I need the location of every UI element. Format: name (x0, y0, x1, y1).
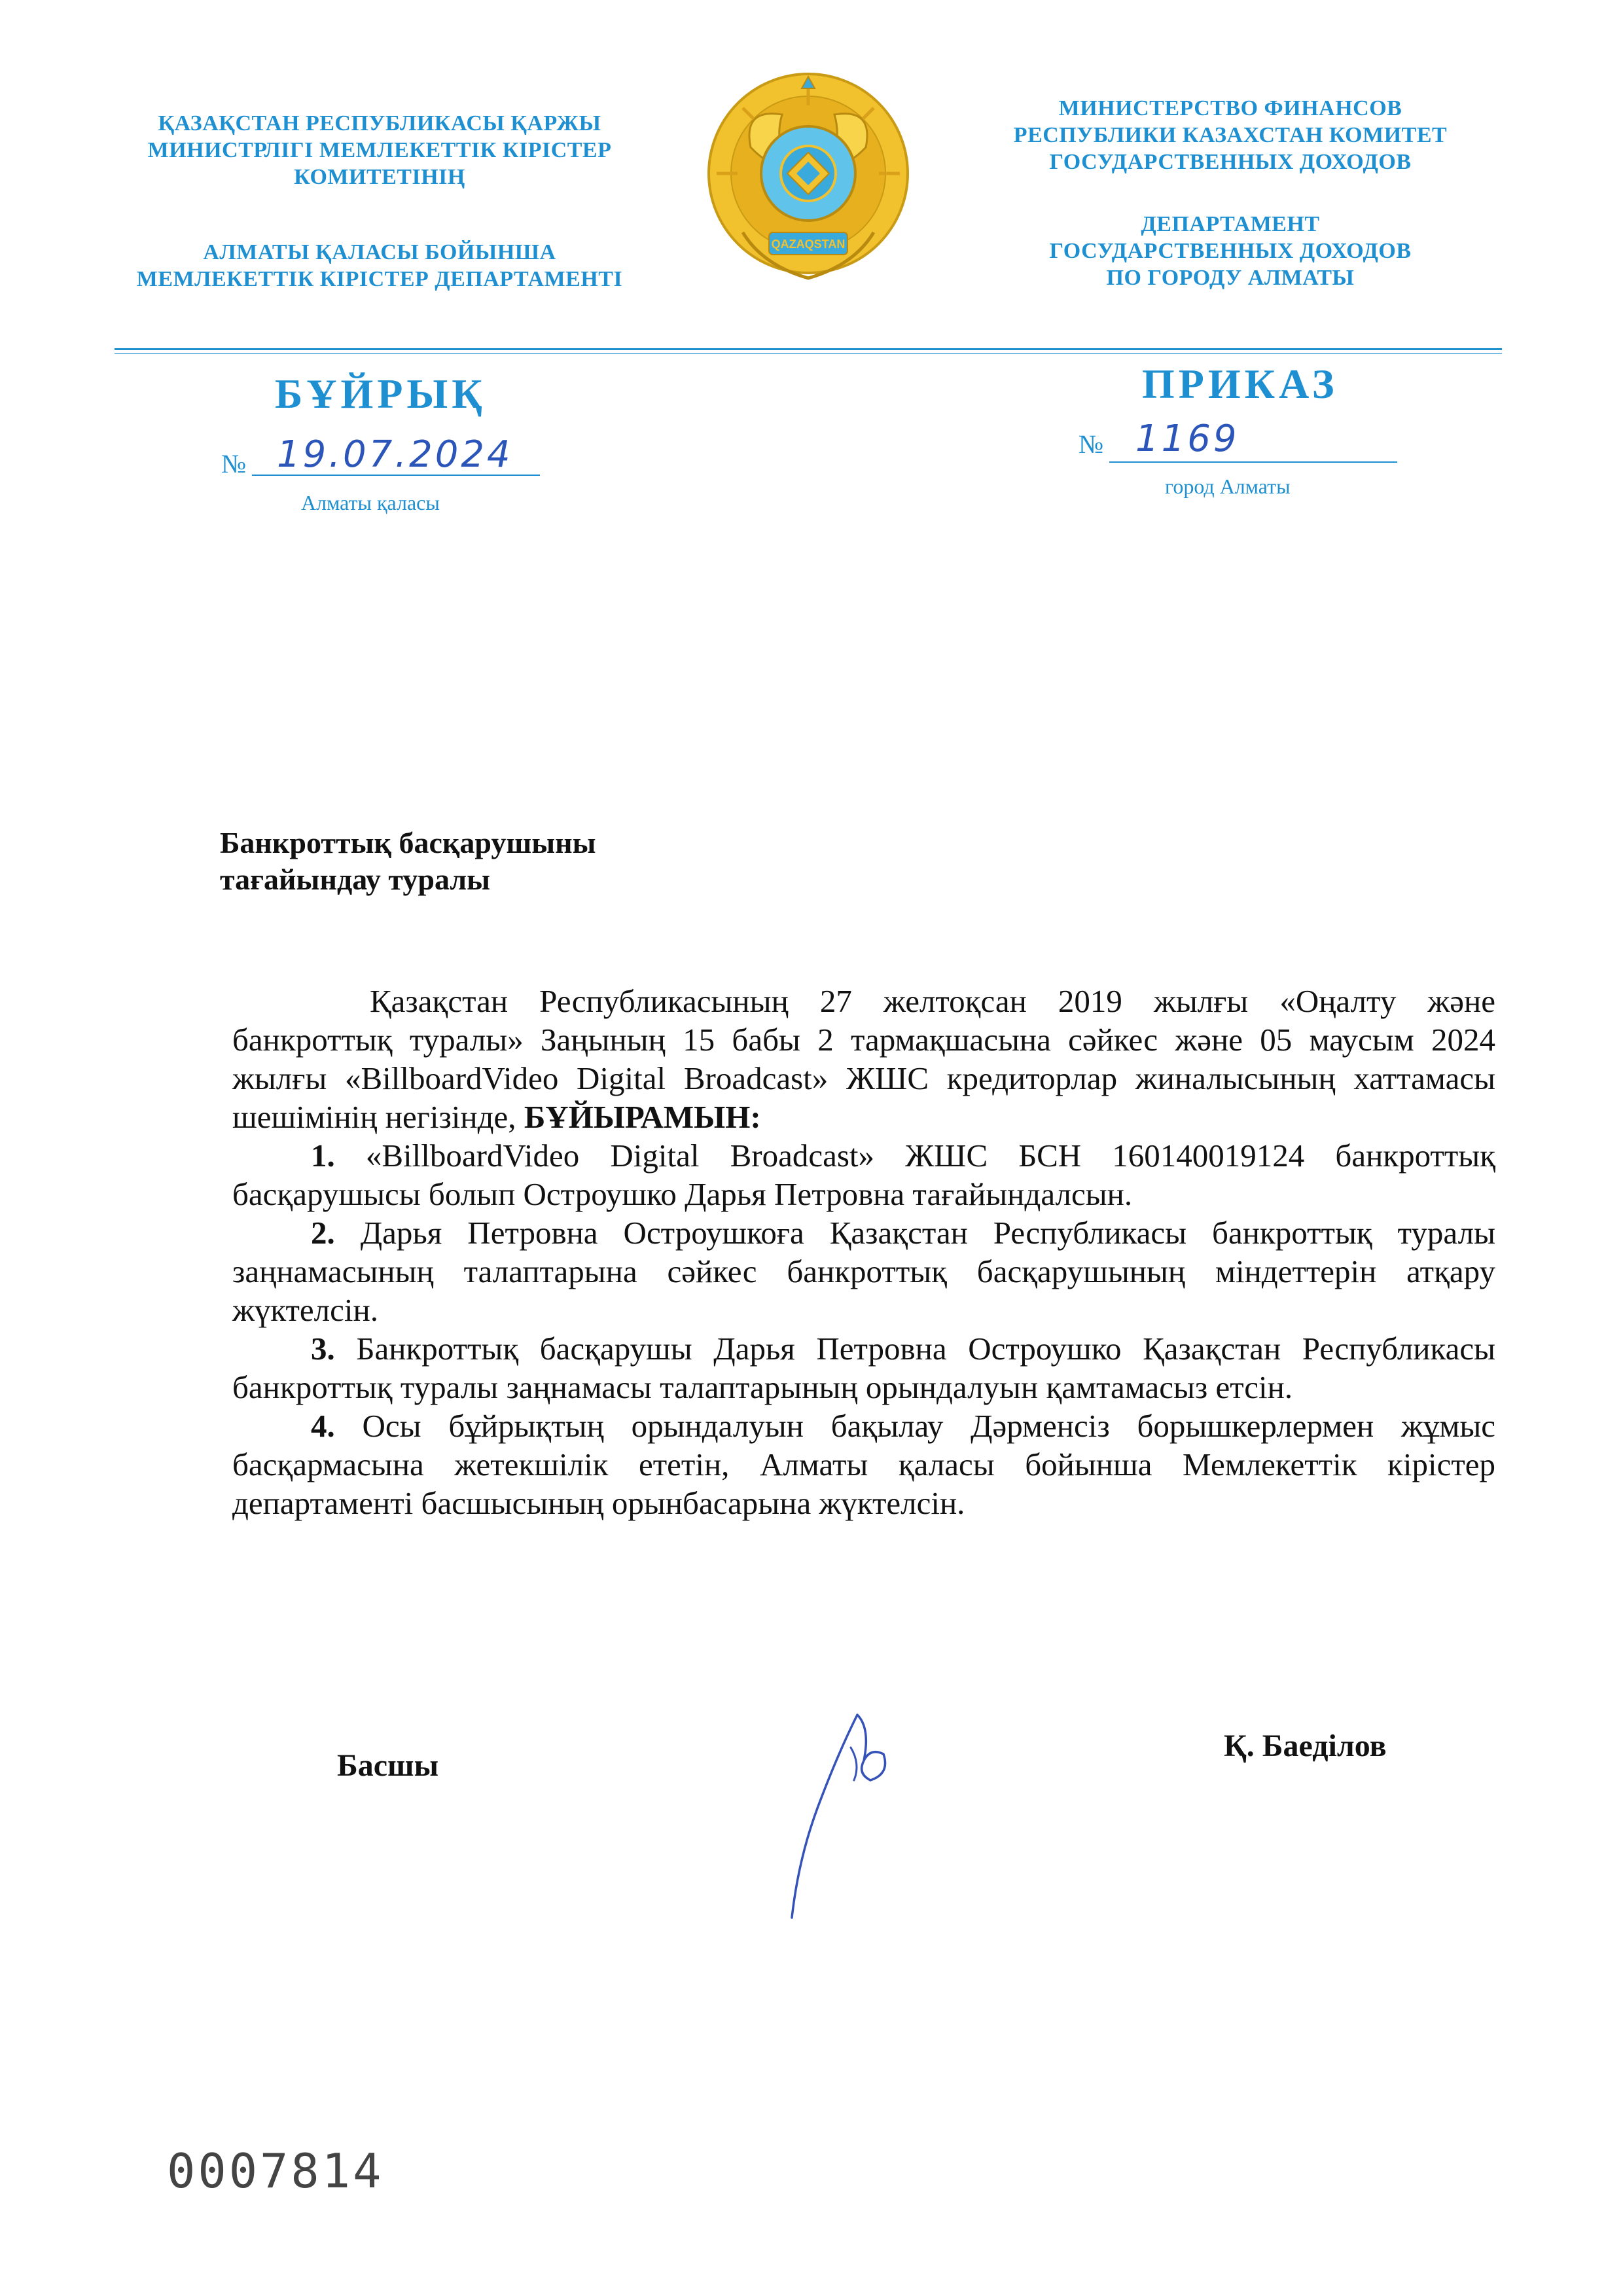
header-left-dept: АЛМАТЫ ҚАЛАСЫ БОЙЫНША МЕМЛЕКЕТТІК КІРІСТЕР ДЕПАРТАМЕНТІ (136, 240, 623, 291)
city-kz: Алматы қаласы (301, 491, 440, 514)
handwritten-signature (772, 1702, 916, 1924)
order-word: БҰЙЫРАМЫН: (524, 1099, 761, 1135)
signatory-name: Қ. Баеділов (1224, 1729, 1387, 1763)
city-ru: город Алматы (1165, 475, 1291, 498)
header-right-dept: ДЕПАРТАМЕНТ ГОСУДАРСТВЕННЫХ ДОХОДОВ ПО ГОРОДУ АЛМАТЫ (1049, 212, 1412, 290)
signature-icon (772, 1702, 916, 1924)
order-item-2: 2. Дарья Петровна Остроушкоға Қазақстан Республикасы банкроттық туралы заңнамасының талаптарына сәйкес банкроттық басқарушының міндеттерін атқару жүктелсін. (232, 1215, 1495, 1328)
order-item-1: 1. «BillboardVideo Digital Broadcast» ЖШС БСН 160140019124 банкроттық басқарушысы болып Остроушко Дарья Петровна тағайындалсын. (232, 1138, 1496, 1212)
state-emblem-icon (704, 69, 913, 291)
number-sign-ru: № (1079, 429, 1104, 459)
preamble-paragraph: Қазақстан Республикасының 27 желтоқсан 2019 жылғы «Оңалту және банкроттық туралы» Заңының 15 бабы 2 тармақшасына сәйкес және 05 маусым 2024 жылғы «BillboardVideo Digital Broadcast» ЖШС кредиторлар жиналысының хаттамасы шешімінің негізінде, БҰЙЫРАМЫН: (232, 983, 1495, 1135)
order-item-3: 3. Банкроттық басқарушы Дарья Петровна Остроушко Қазақстан Республикасы банкроттық туралы заңнамасы талаптарының орындалуын қамтамасыз етсін. (232, 1331, 1496, 1405)
number-sign-kz: № (221, 449, 247, 478)
emblem-label: QAZAQSTAN (771, 238, 846, 251)
header-left-org: ҚАЗАҚСТАН РЕСПУБЛИКАСЫ ҚАРЖЫ МИНИСТРЛІГІ МЕМЛЕКЕТТІК КІРІСТЕР КОМИТЕТІНІҢ (147, 111, 612, 189)
signatory-position: Басшы (337, 1748, 439, 1783)
document-body (232, 982, 1495, 1522)
document-title: Банкроттық басқарушыны тағайындау туралы (220, 826, 596, 896)
number-line (1109, 419, 1397, 463)
date-line (252, 433, 540, 476)
state-emblem (704, 69, 913, 291)
header-divider-thin (115, 353, 1502, 354)
handwritten-date: 19.07.2024 (277, 433, 513, 476)
header-divider (115, 348, 1502, 350)
handwritten-number: 1169 (1135, 418, 1240, 460)
order-type-ru: ПРИКАЗ (1142, 361, 1338, 407)
serial-number: 0007814 (167, 2144, 384, 2198)
order-item-4: 4. Осы бұйрықтың орындалуын бақылау Дәрменсіз борышкерлермен жұмыс басқармасына жетекшілік ететін, Алматы қаласы бойынша Мемлекеттік кірістер департаменті басшысының орынбасарына жүктелсін. (232, 1408, 1496, 1521)
order-type-kz: БҰЙРЫҚ (275, 370, 486, 417)
header-right-org: МИНИСТЕРСТВО ФИНАНСОВ РЕСПУБЛИКИ КАЗАХСТАН КОМИТЕТ ГОСУДАРСТВЕННЫХ ДОХОДОВ (1013, 96, 1448, 174)
